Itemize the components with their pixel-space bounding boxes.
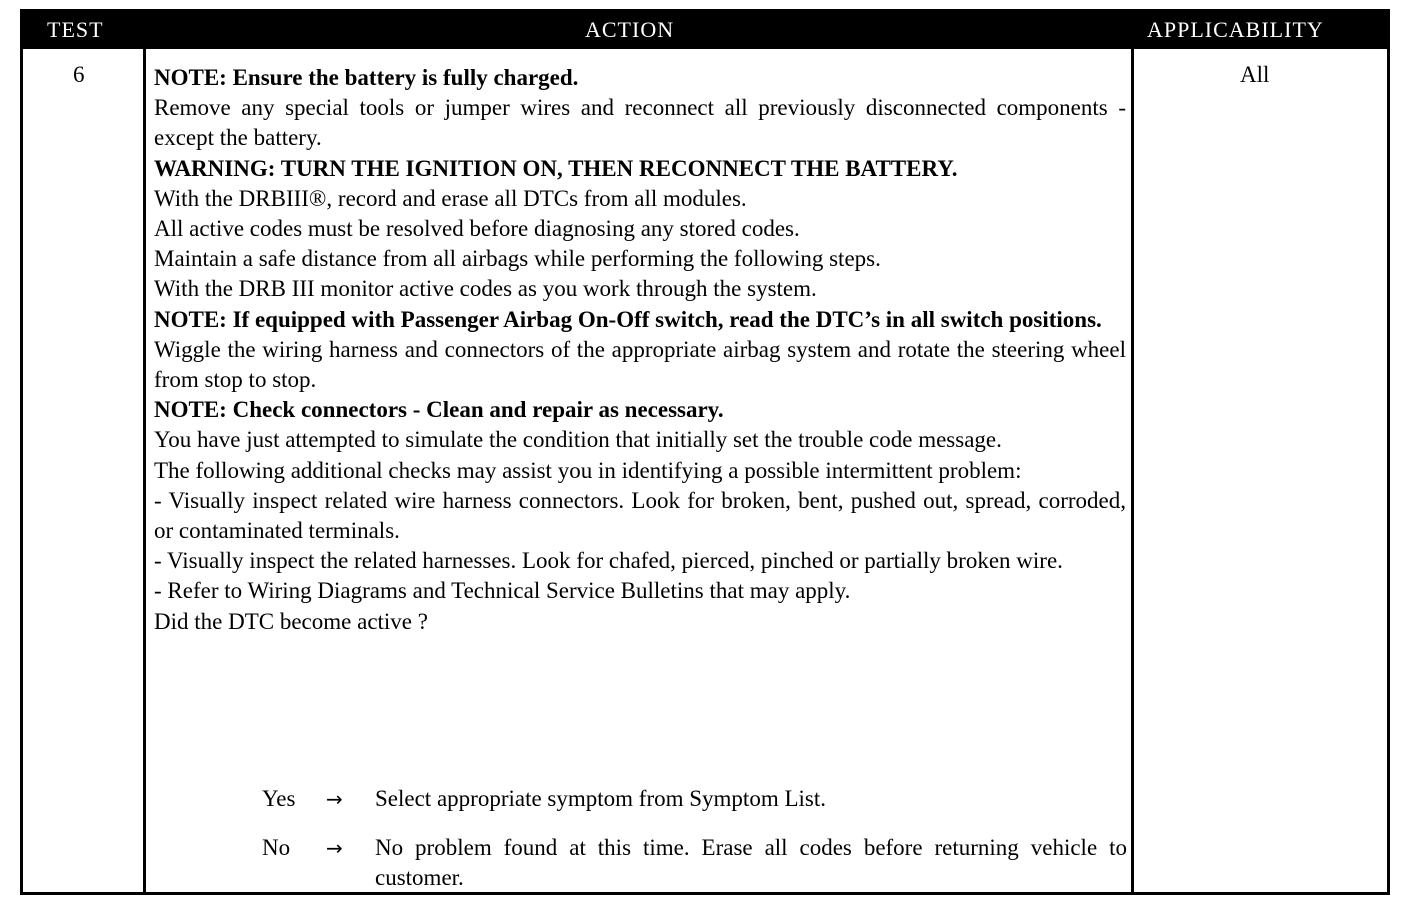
header-test: TEST <box>47 17 104 42</box>
arrow-right-icon: → <box>326 836 343 860</box>
arrow-right-icon: → <box>326 787 343 811</box>
answer-label: No <box>262 835 291 860</box>
action-text <box>154 63 1126 637</box>
header-applicability: APPLICABILITY <box>1147 17 1324 42</box>
note-passenger-switch: NOTE: If equipped with Passenger Airbag On-Off switch, read the DTC’s in all switch positions. <box>154 306 1102 332</box>
header-action: ACTION <box>585 17 675 42</box>
answer-text: Select appropriate symptom from Symptom List. <box>375 786 826 811</box>
answer-text: No problem found at this time. Erase all codes before returning vehicle to customer. <box>375 835 1127 890</box>
applicability-value: All <box>1240 62 1270 87</box>
table-header <box>23 12 1387 49</box>
column-divider <box>1131 49 1134 892</box>
action-line: With the DRBIII®, record and erase all DTCs from all modules. <box>154 185 747 211</box>
action-line: - Refer to Wiring Diagrams and Technical Service Bulletins that may apply. <box>154 578 851 604</box>
answer-label: Yes <box>262 786 296 811</box>
action-line: Wiggle the wiring harness and connectors of the appropriate airbag system and rotate the steering wheel from stop to stop. <box>154 336 1126 393</box>
action-line: With the DRB III monitor active codes as you work through the system. <box>154 276 817 302</box>
note-battery: NOTE: Ensure the battery is fully charged. <box>154 65 579 90</box>
warning-ignition: WARNING: TURN THE IGNITION ON, THEN RECONNECT THE BATTERY. <box>154 155 958 181</box>
action-line: The following additional checks may assist you in identifying a possible intermittent problem: <box>154 457 1022 483</box>
action-line: All active codes must be resolved before diagnosing any stored codes. <box>154 216 800 242</box>
action-line: You have just attempted to simulate the condition that initially set the trouble code message. <box>154 427 1002 453</box>
action-line: - Visually inspect related wire harness connectors. Look for broken, bent, pushed out, spread, corroded, or contaminated terminals. <box>154 487 1126 544</box>
test-number: 6 <box>73 62 85 87</box>
column-divider <box>143 49 146 892</box>
diagnostic-table <box>20 9 1390 895</box>
note-connectors: NOTE: Check connectors - Clean and repair as necessary. <box>154 397 724 423</box>
action-line: Remove any special tools or jumper wires and reconnect all previously disconnected components - except the battery. <box>154 95 1126 151</box>
question: Did the DTC become active ? <box>154 608 428 634</box>
action-line: - Visually inspect the related harnesses. Look for chafed, pierced, pinched or partially broken wire. <box>154 548 1063 574</box>
action-line: Maintain a safe distance from all airbags while performing the following steps. <box>154 246 881 272</box>
